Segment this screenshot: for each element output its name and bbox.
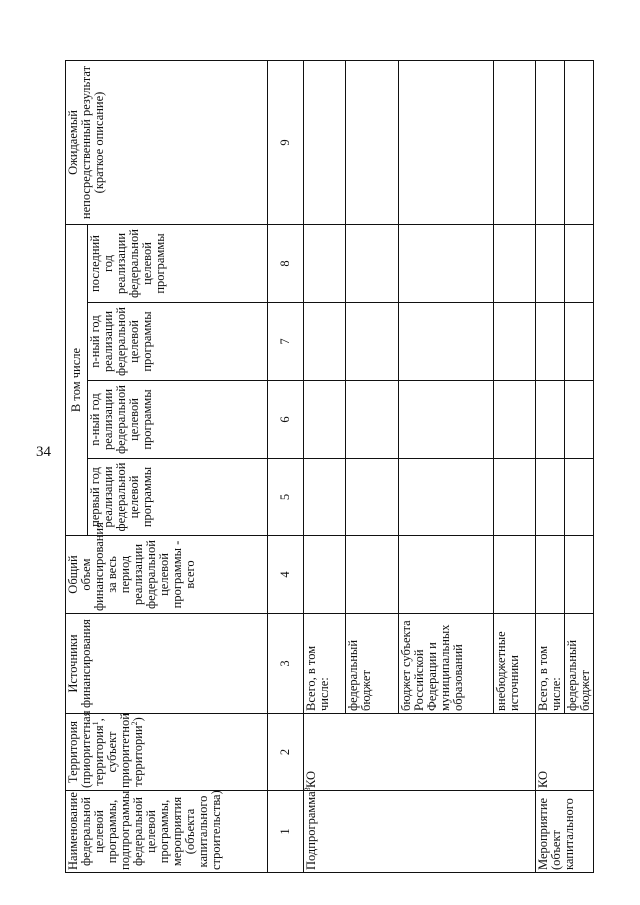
col-number-4: 4	[268, 536, 304, 614]
row-source: Всего, в том числе:	[304, 614, 346, 714]
row-source: федеральный бюджет	[346, 614, 399, 714]
col-number-5: 5	[268, 459, 304, 536]
header-last-year: последний год реализации федеральной целевой программы	[88, 225, 268, 303]
financing-table	[65, 60, 594, 873]
header-funding-sources: Источники финансирования	[66, 614, 268, 714]
col-number-3: 3	[268, 614, 304, 714]
table-row	[536, 61, 565, 873]
row-source: бюджет субъекта Российской Федерации и муниципальных образований	[399, 614, 494, 714]
col-number-1: 1	[268, 791, 304, 873]
row-territory: КО	[536, 714, 594, 791]
page-number: 34	[36, 444, 51, 460]
row-territory: КО	[304, 714, 536, 791]
header-nth-year-2: n-ный год реализации федеральной целевой программы	[88, 303, 268, 381]
row-name-subprogram: Подпрограмма$^3$	[304, 791, 536, 873]
row-source: федеральный бюджет	[565, 614, 594, 714]
col-number-2: 2	[268, 714, 304, 791]
header-nth-year-1: n-ный год реализации федеральной целевой программы	[88, 381, 268, 459]
financing-table-rotated	[65, 61, 592, 873]
header-first-year: первый год реализации федеральной целевой программы	[88, 459, 268, 536]
header-expected-result: Ожидаемый непосредственный результат (краткое описание)	[66, 61, 268, 225]
row-source: внебюджетные источники	[494, 614, 536, 714]
col-number-6: 6	[268, 381, 304, 459]
header-territory: Территория (приоритетная территория$^1$, субъект приоритетной территории$^2$)	[66, 714, 268, 791]
table-row	[304, 61, 346, 873]
row-source: Всего, в том числе:	[536, 614, 565, 714]
header-total-volume: Общий объем финансирования за весь период реализации федеральной целевой программы - всего	[66, 536, 268, 614]
col-number-8: 8	[268, 225, 304, 303]
header-program-name: Наименование федеральной целевой программы, подпрограммы федеральной целевой программы, мероприятия (объекта капитального строительства)	[66, 791, 268, 873]
col-number-9: 9	[268, 61, 304, 225]
col-number-7: 7	[268, 303, 304, 381]
row-name-event: Мероприятие (объект капитального	[536, 791, 594, 873]
header-in-total: В том числе	[66, 225, 88, 536]
